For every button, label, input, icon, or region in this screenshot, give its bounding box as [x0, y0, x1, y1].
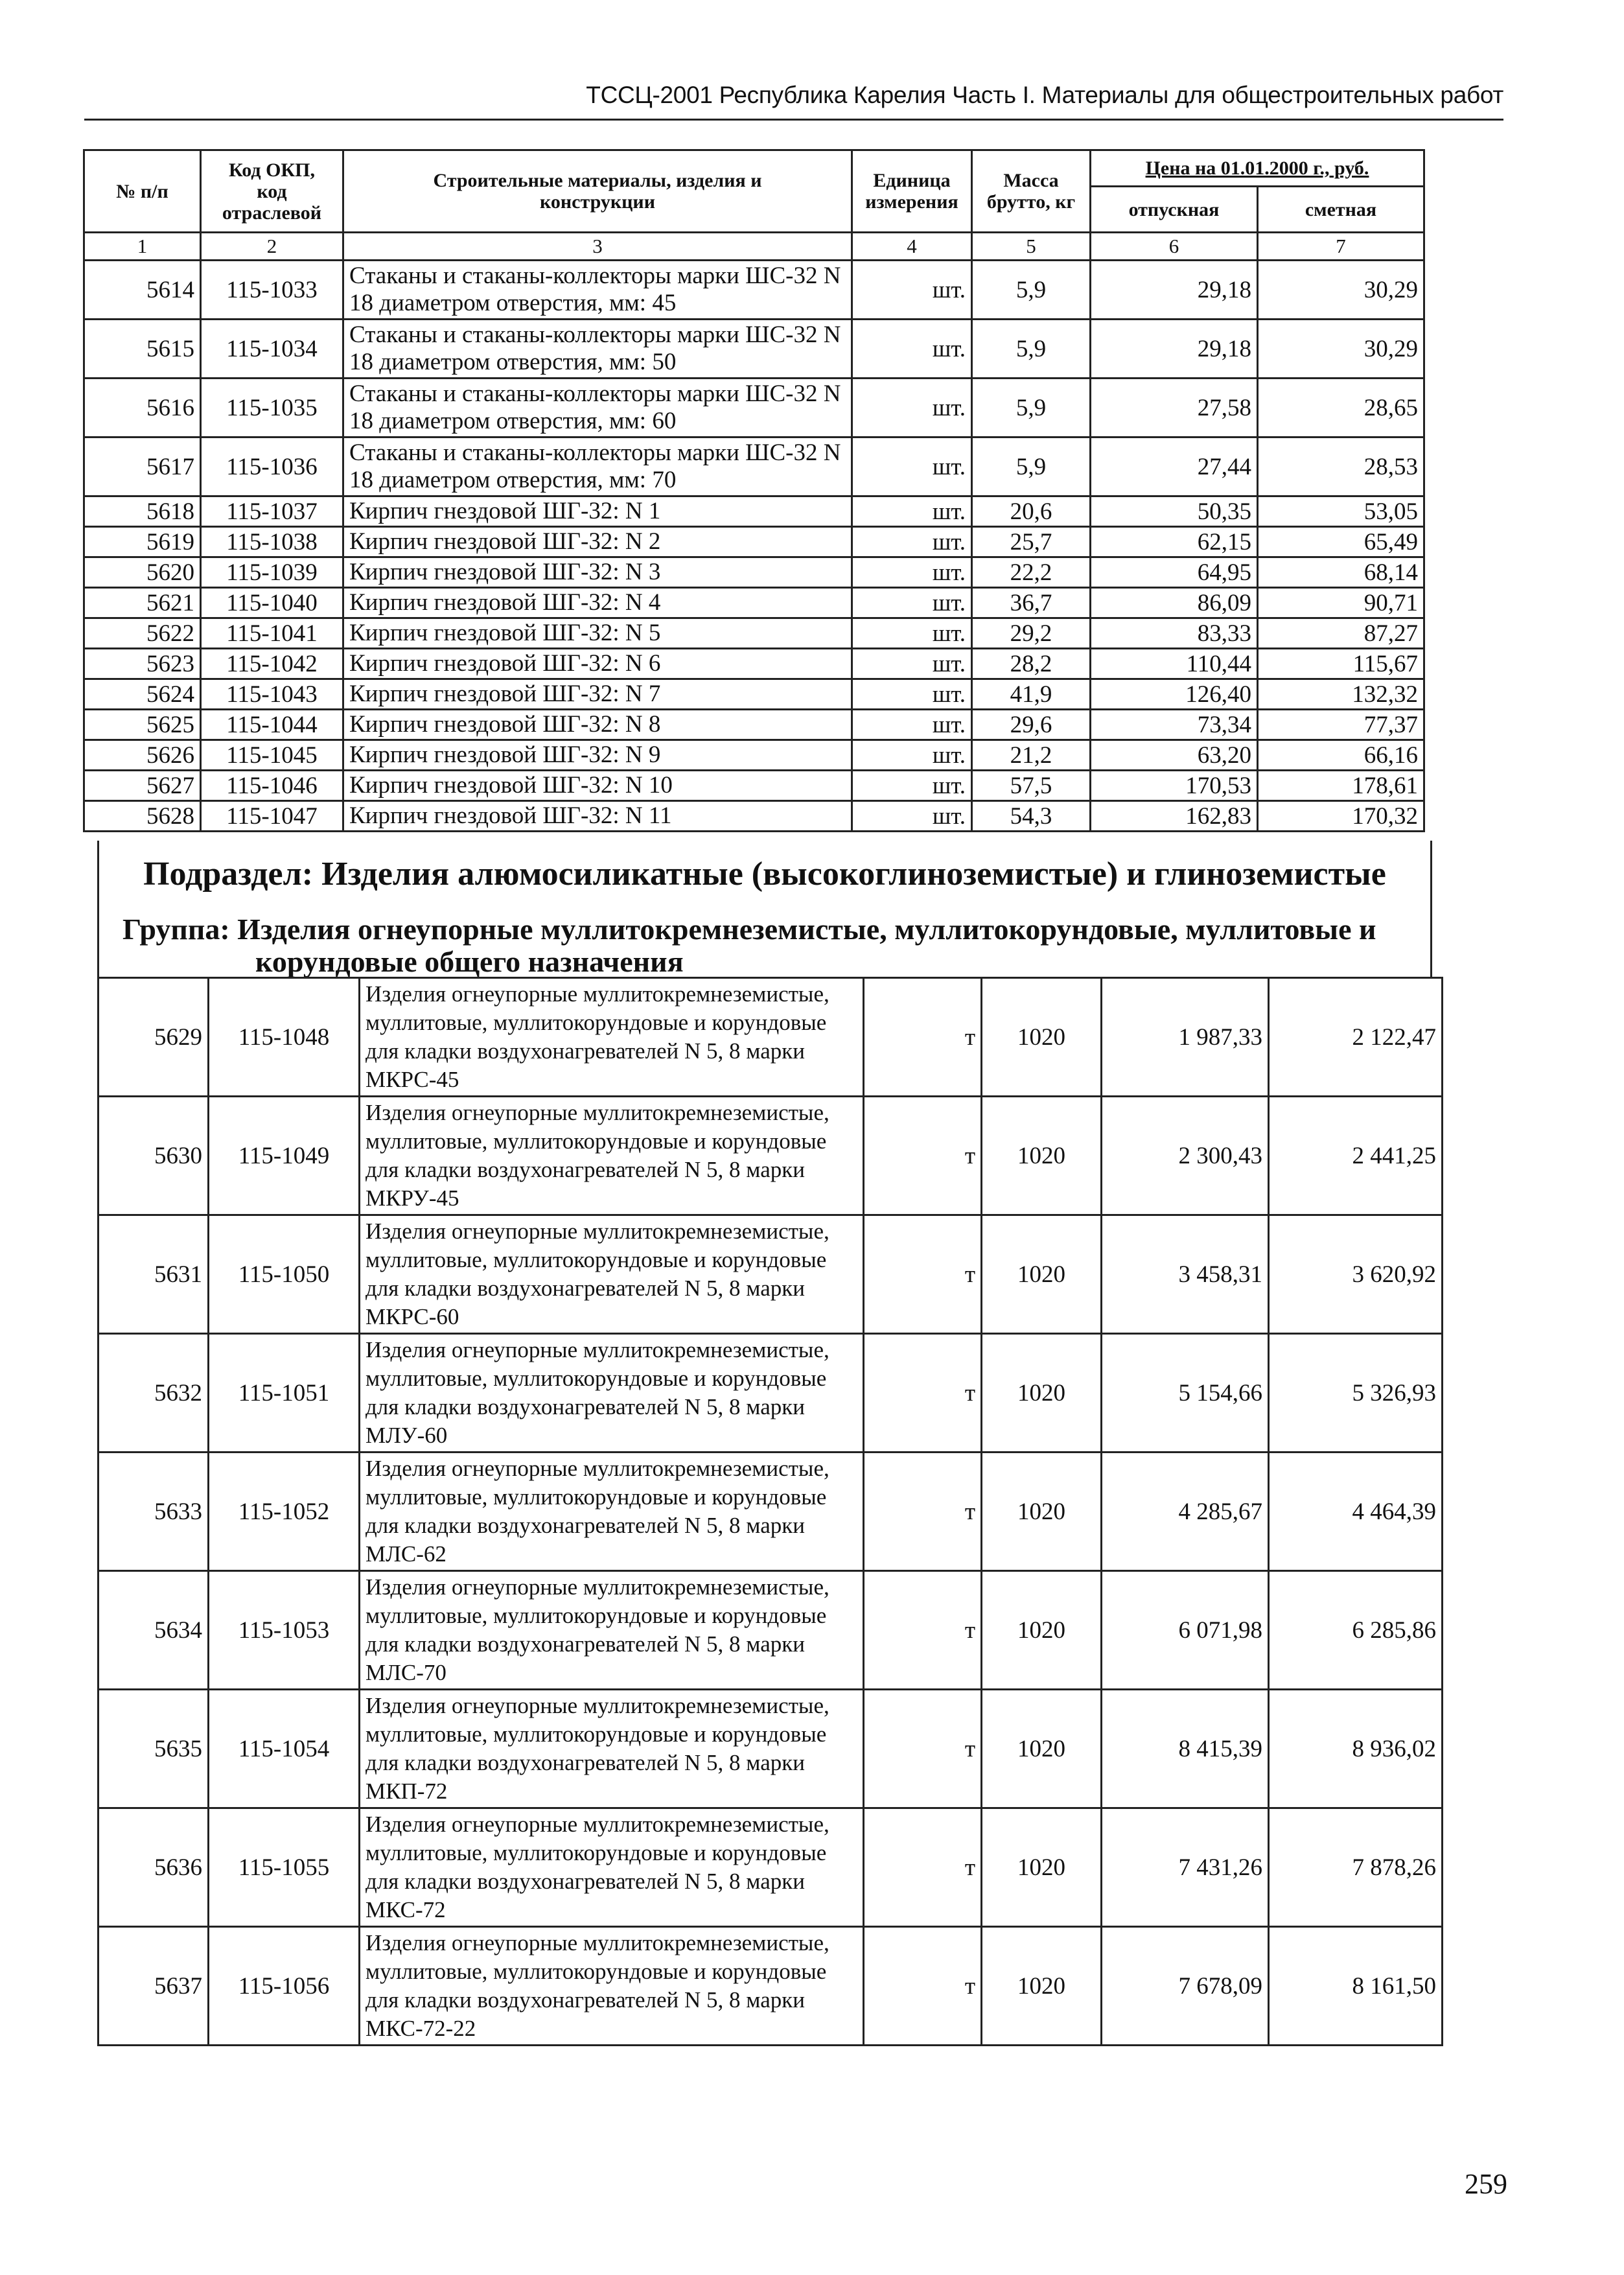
row-code: 115-1038	[201, 527, 343, 557]
table-row	[84, 588, 1424, 618]
row-name: Кирпич гнездовой ШГ-32: N 1	[343, 496, 852, 527]
row-price-estimate: 53,05	[1258, 496, 1424, 527]
row-code: 115-1046	[201, 771, 343, 801]
row-mass: 5,9	[972, 438, 1091, 496]
row-mass: 5,9	[972, 261, 1091, 320]
row-mass: 36,7	[972, 588, 1091, 618]
row-mass: 1020	[982, 1215, 1102, 1334]
row-number: 5623	[84, 649, 201, 679]
col-number: 3	[343, 233, 852, 261]
row-name: Стаканы и стаканы-коллекторы марки ШС-32 N 18 диаметром отверстия, мм: 60	[343, 379, 852, 438]
row-name: Стаканы и стаканы-коллекторы марки ШС-32 N 18 диаметром отверстия, мм: 45	[343, 261, 852, 320]
row-number: 5618	[84, 496, 201, 527]
row-price-estimate: 8 936,02	[1269, 1690, 1443, 1808]
row-mass: 1020	[982, 978, 1102, 1097]
row-price-release: 7 678,09	[1102, 1927, 1269, 2046]
row-price-release: 3 458,31	[1102, 1215, 1269, 1334]
row-price-release: 86,09	[1091, 588, 1258, 618]
row-name: Изделия огнеупорные муллитокремнеземистые, муллитовые, муллитокорундовые и корундовые для кладки воздухонагревателей N 5, 8 марки МКС-72	[360, 1808, 864, 1927]
row-number: 5635	[99, 1690, 209, 1808]
row-price-release: 64,95	[1091, 557, 1258, 588]
table-row	[99, 1334, 1443, 1452]
row-unit: шт.	[852, 320, 972, 379]
row-number: 5619	[84, 527, 201, 557]
row-price-estimate: 28,65	[1258, 379, 1424, 438]
row-unit: т	[864, 1571, 982, 1690]
row-unit: т	[864, 1215, 982, 1334]
header-num: № п/п	[84, 150, 201, 233]
row-mass: 25,7	[972, 527, 1091, 557]
row-name: Изделия огнеупорные муллитокремнеземистые, муллитовые, муллитокорундовые и корундовые для кладки воздухонагревателей N 5, 8 марки МЛС-62	[360, 1452, 864, 1571]
row-price-estimate: 178,61	[1258, 771, 1424, 801]
row-code: 115-1034	[201, 320, 343, 379]
header-mass-line2: брутто, кг	[986, 191, 1076, 213]
col-number: 6	[1091, 233, 1258, 261]
header-code-line3: отраслевой	[222, 202, 322, 224]
row-number: 5614	[84, 261, 201, 320]
row-unit: шт.	[852, 771, 972, 801]
row-name: Кирпич гнездовой ШГ-32: N 4	[343, 588, 852, 618]
row-mass: 1020	[982, 1690, 1102, 1808]
row-price-release: 1 987,33	[1102, 978, 1269, 1097]
table-row	[99, 1452, 1443, 1571]
table-row	[84, 496, 1424, 527]
row-price-release: 27,44	[1091, 438, 1258, 496]
row-code: 115-1049	[209, 1097, 360, 1215]
row-number: 5632	[99, 1334, 209, 1452]
table-row	[99, 1571, 1443, 1690]
row-code: 115-1051	[209, 1334, 360, 1452]
row-price-release: 63,20	[1091, 740, 1258, 771]
row-code: 115-1040	[201, 588, 343, 618]
row-unit: шт.	[852, 588, 972, 618]
row-price-estimate: 170,32	[1258, 801, 1424, 832]
row-price-estimate: 132,32	[1258, 679, 1424, 710]
col-number: 4	[852, 233, 972, 261]
row-name: Кирпич гнездовой ШГ-32: N 3	[343, 557, 852, 588]
row-number: 5617	[84, 438, 201, 496]
row-unit: т	[864, 1097, 982, 1215]
row-number: 5630	[99, 1097, 209, 1215]
row-number: 5616	[84, 379, 201, 438]
row-price-estimate: 65,49	[1258, 527, 1424, 557]
row-price-estimate: 2 441,25	[1269, 1097, 1443, 1215]
row-unit: т	[864, 1927, 982, 2046]
header-name-line1: Строительные материалы, изделия и	[433, 170, 762, 191]
row-mass: 22,2	[972, 557, 1091, 588]
row-price-release: 110,44	[1091, 649, 1258, 679]
row-unit: шт.	[852, 261, 972, 320]
row-price-release: 73,34	[1091, 710, 1258, 740]
row-unit: т	[864, 1334, 982, 1452]
table-row	[84, 679, 1424, 710]
header-mass	[972, 150, 1091, 233]
row-price-estimate: 2 122,47	[1269, 978, 1443, 1097]
row-unit: шт.	[852, 379, 972, 438]
header-code-line2: код	[257, 180, 287, 202]
row-unit: т	[864, 1690, 982, 1808]
row-mass: 29,6	[972, 710, 1091, 740]
row-price-estimate: 28,53	[1258, 438, 1424, 496]
row-price-estimate: 30,29	[1258, 261, 1424, 320]
row-price-release: 6 071,98	[1102, 1571, 1269, 1690]
table-row	[84, 740, 1424, 771]
row-price-estimate: 90,71	[1258, 588, 1424, 618]
page-header: ТССЦ-2001 Республика Карелия Часть I. Материалы для общестроительных работ	[586, 82, 1503, 108]
group-title-line1: Группа: Изделия огнеупорные муллитокремнеземистые, муллитокорундовые, муллитовые и	[122, 913, 1376, 946]
col-number: 1	[84, 233, 201, 261]
row-price-release: 2 300,43	[1102, 1097, 1269, 1215]
row-name: Стаканы и стаканы-коллекторы марки ШС-32 N 18 диаметром отверстия, мм: 70	[343, 438, 852, 496]
row-price-estimate: 4 464,39	[1269, 1452, 1443, 1571]
table-header-row	[84, 150, 1424, 187]
row-price-estimate: 66,16	[1258, 740, 1424, 771]
table-row	[84, 771, 1424, 801]
row-unit: шт.	[852, 527, 972, 557]
group-title	[122, 913, 1425, 978]
row-price-release: 4 285,67	[1102, 1452, 1269, 1571]
table-row	[99, 1808, 1443, 1927]
row-unit: шт.	[852, 740, 972, 771]
row-price-estimate: 68,14	[1258, 557, 1424, 588]
materials-table	[83, 149, 1425, 832]
row-price-estimate: 77,37	[1258, 710, 1424, 740]
row-name: Кирпич гнездовой ШГ-32: N 8	[343, 710, 852, 740]
row-code: 115-1052	[209, 1452, 360, 1571]
row-name: Изделия огнеупорные муллитокремнеземистые, муллитовые, муллитокорундовые и корундовые для кладки воздухонагревателей N 5, 8 марки МКРС-45	[360, 978, 864, 1097]
row-unit: шт.	[852, 801, 972, 832]
row-price-release: 83,33	[1091, 618, 1258, 649]
row-mass: 57,5	[972, 771, 1091, 801]
row-code: 115-1048	[209, 978, 360, 1097]
row-code: 115-1055	[209, 1808, 360, 1927]
page-number: 259	[1465, 2168, 1507, 2200]
row-code: 115-1041	[201, 618, 343, 649]
row-code: 115-1047	[201, 801, 343, 832]
row-number: 5629	[99, 978, 209, 1097]
row-code: 115-1035	[201, 379, 343, 438]
row-name: Изделия огнеупорные муллитокремнеземистые, муллитовые, муллитокорундовые и корундовые для кладки воздухонагревателей N 5, 8 марки МКРС-60	[360, 1215, 864, 1334]
row-price-release: 126,40	[1091, 679, 1258, 710]
row-mass: 1020	[982, 1571, 1102, 1690]
row-mass: 1020	[982, 1334, 1102, 1452]
row-name: Изделия огнеупорные муллитокремнеземистые, муллитовые, муллитокорундовые и корундовые для кладки воздухонагревателей N 5, 8 марки МКС-72-22	[360, 1927, 864, 2046]
row-unit: шт.	[852, 649, 972, 679]
row-number: 5626	[84, 740, 201, 771]
row-price-estimate: 8 161,50	[1269, 1927, 1443, 2046]
row-name: Стаканы и стаканы-коллекторы марки ШС-32 N 18 диаметром отверстия, мм: 50	[343, 320, 852, 379]
row-number: 5620	[84, 557, 201, 588]
row-code: 115-1050	[209, 1215, 360, 1334]
row-unit: т	[864, 1808, 982, 1927]
row-code: 115-1044	[201, 710, 343, 740]
table-row	[84, 261, 1424, 320]
row-mass: 1020	[982, 1808, 1102, 1927]
group-title-line2: корундовые общего назначения	[255, 945, 684, 978]
row-number: 5624	[84, 679, 201, 710]
header-code	[201, 150, 343, 233]
table-row	[84, 557, 1424, 588]
header-name	[343, 150, 852, 233]
row-number: 5625	[84, 710, 201, 740]
row-code: 115-1042	[201, 649, 343, 679]
row-name: Кирпич гнездовой ШГ-32: N 6	[343, 649, 852, 679]
row-code: 115-1056	[209, 1927, 360, 2046]
row-price-release: 62,15	[1091, 527, 1258, 557]
header-price-release: отпускная	[1091, 187, 1258, 233]
row-number: 5622	[84, 618, 201, 649]
row-number: 5631	[99, 1215, 209, 1334]
header-unit-line2: измерения	[865, 191, 958, 213]
table-row	[99, 1927, 1443, 2046]
row-number: 5628	[84, 801, 201, 832]
subsection-block	[97, 841, 1432, 977]
col-number: 5	[972, 233, 1091, 261]
row-mass: 1020	[982, 1452, 1102, 1571]
row-mass: 1020	[982, 1097, 1102, 1215]
row-mass: 5,9	[972, 379, 1091, 438]
row-price-release: 5 154,66	[1102, 1334, 1269, 1452]
header-code-line1: Код ОКП,	[229, 159, 315, 181]
row-name: Кирпич гнездовой ШГ-32: N 2	[343, 527, 852, 557]
table-row	[84, 379, 1424, 438]
row-mass: 1020	[982, 1927, 1102, 2046]
row-price-release: 27,58	[1091, 379, 1258, 438]
row-name: Кирпич гнездовой ШГ-32: N 9	[343, 740, 852, 771]
row-unit: шт.	[852, 710, 972, 740]
row-unit: шт.	[852, 618, 972, 649]
row-mass: 41,9	[972, 679, 1091, 710]
row-mass: 5,9	[972, 320, 1091, 379]
row-unit: шт.	[852, 496, 972, 527]
table-row	[99, 1097, 1443, 1215]
row-mass: 21,2	[972, 740, 1091, 771]
row-name: Кирпич гнездовой ШГ-32: N 10	[343, 771, 852, 801]
row-number: 5615	[84, 320, 201, 379]
row-price-estimate: 3 620,92	[1269, 1215, 1443, 1334]
row-name: Изделия огнеупорные муллитокремнеземистые, муллитовые, муллитокорундовые и корундовые для кладки воздухонагревателей N 5, 8 марки МКП-72	[360, 1690, 864, 1808]
row-code: 115-1033	[201, 261, 343, 320]
row-number: 5627	[84, 771, 201, 801]
row-mass: 29,2	[972, 618, 1091, 649]
row-mass: 20,6	[972, 496, 1091, 527]
table-row	[84, 527, 1424, 557]
table-row	[84, 649, 1424, 679]
row-name: Кирпич гнездовой ШГ-32: N 11	[343, 801, 852, 832]
header-unit	[852, 150, 972, 233]
header-price: Цена на 01.01.2000 г., руб.	[1091, 150, 1424, 187]
row-price-release: 29,18	[1091, 261, 1258, 320]
row-mass: 54,3	[972, 801, 1091, 832]
row-price-estimate: 7 878,26	[1269, 1808, 1443, 1927]
row-unit: т	[864, 978, 982, 1097]
row-code: 115-1054	[209, 1690, 360, 1808]
header-mass-line1: Масса	[1003, 170, 1059, 191]
group-table	[97, 977, 1443, 2046]
table-row	[99, 978, 1443, 1097]
row-name: Изделия огнеупорные муллитокремнеземистые, муллитовые, муллитокорундовые и корундовые для кладки воздухонагревателей N 5, 8 марки МЛС-70	[360, 1571, 864, 1690]
row-number: 5633	[99, 1452, 209, 1571]
row-price-estimate: 30,29	[1258, 320, 1424, 379]
row-mass: 28,2	[972, 649, 1091, 679]
row-price-estimate: 5 326,93	[1269, 1334, 1443, 1452]
row-price-estimate: 115,67	[1258, 649, 1424, 679]
row-unit: т	[864, 1452, 982, 1571]
table-row	[84, 710, 1424, 740]
row-name: Изделия огнеупорные муллитокремнеземистые, муллитовые, муллитокорундовые и корундовые для кладки воздухонагревателей N 5, 8 марки МЛУ-60	[360, 1334, 864, 1452]
row-price-release: 7 431,26	[1102, 1808, 1269, 1927]
row-name: Изделия огнеупорные муллитокремнеземистые, муллитовые, муллитокорундовые и корундовые для кладки воздухонагревателей N 5, 8 марки МКРУ-45	[360, 1097, 864, 1215]
table-row	[99, 1215, 1443, 1334]
row-code: 115-1043	[201, 679, 343, 710]
row-price-release: 162,83	[1091, 801, 1258, 832]
row-price-release: 170,53	[1091, 771, 1258, 801]
header-rule	[84, 119, 1503, 121]
row-code: 115-1039	[201, 557, 343, 588]
row-number: 5636	[99, 1808, 209, 1927]
row-unit: шт.	[852, 679, 972, 710]
row-code: 115-1037	[201, 496, 343, 527]
col-number: 2	[201, 233, 343, 261]
row-price-estimate: 6 285,86	[1269, 1571, 1443, 1690]
table-row	[84, 618, 1424, 649]
row-price-release: 8 415,39	[1102, 1690, 1269, 1808]
row-code: 115-1045	[201, 740, 343, 771]
table-row	[84, 320, 1424, 379]
table-row	[84, 438, 1424, 496]
row-price-release: 50,35	[1091, 496, 1258, 527]
row-name: Кирпич гнездовой ШГ-32: N 7	[343, 679, 852, 710]
column-number-row	[84, 233, 1424, 261]
header-unit-line1: Единица	[873, 170, 951, 191]
row-price-estimate: 87,27	[1258, 618, 1424, 649]
row-unit: шт.	[852, 557, 972, 588]
row-name: Кирпич гнездовой ШГ-32: N 5	[343, 618, 852, 649]
row-number: 5637	[99, 1927, 209, 2046]
row-code: 115-1053	[209, 1571, 360, 1690]
subsection-title: Подраздел: Изделия алюмосиликатные (высокоглиноземистые) и глиноземистые	[143, 856, 1386, 892]
row-number: 5621	[84, 588, 201, 618]
header-price-estimate: сметная	[1258, 187, 1424, 233]
table-row	[84, 801, 1424, 832]
row-price-release: 29,18	[1091, 320, 1258, 379]
row-number: 5634	[99, 1571, 209, 1690]
col-number: 7	[1258, 233, 1424, 261]
table-row	[99, 1690, 1443, 1808]
row-unit: шт.	[852, 438, 972, 496]
row-code: 115-1036	[201, 438, 343, 496]
header-name-line2: конструкции	[539, 191, 656, 213]
